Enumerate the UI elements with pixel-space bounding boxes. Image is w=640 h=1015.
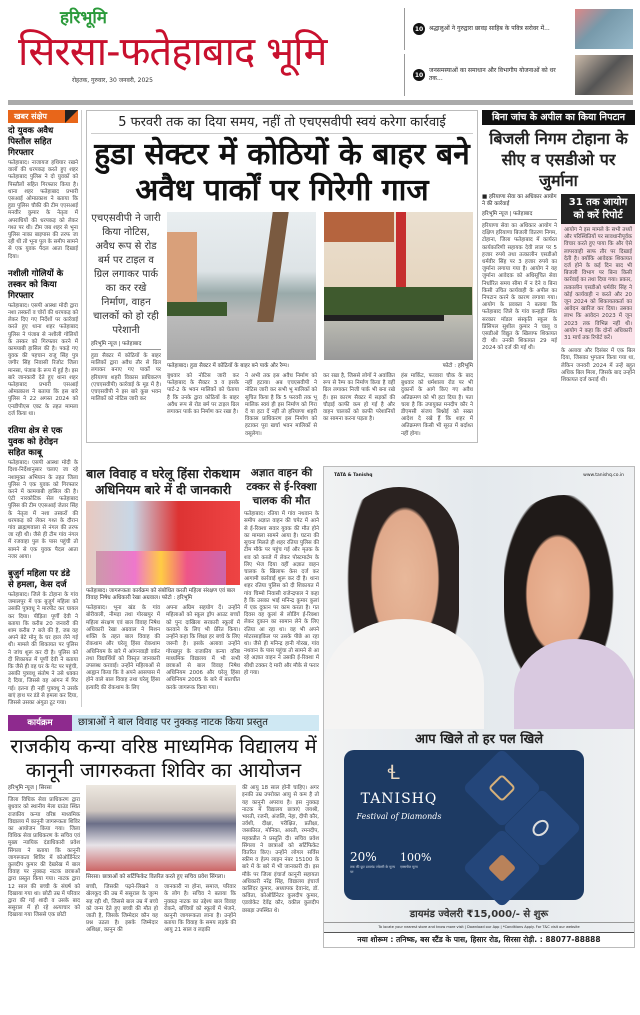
photo-credit: फोटो : हरिभूमि xyxy=(442,363,473,369)
brief-body: फतेहाबाद। नाजायज हथियार रखने वालों की धरपकड़ करते हुए शहर फतेहाबाद पुलिस ने दो युवकों को पिस्तौलों सहित गिरफ्तार किया है। थाना शहर फतेहाबाद प्रभारी एसआई ओमप्रकाश ने बताया कि हुडा पुलिस चौकी की टीम एएसआई मनवीर कुमार के नेतृत्व में अपराधियों की धरपकड़ को लेकर गश्त पर थी। टीम जब शहर से भूना पुलिस नाका बाइपास की तरफ जा रही थी तो भूना पुल के समीप सामने से एक युवक पैदल आता दिखाई दिया। xyxy=(8,160,78,260)
right-side-column xyxy=(561,194,635,384)
school-left-column xyxy=(8,785,80,934)
ad-festival: Festival of Diamonds xyxy=(356,812,442,822)
page-number-badge: 10 xyxy=(413,23,425,35)
lead-photo-street xyxy=(167,212,316,360)
accident-headline: अज्ञात वाहन की टक्कर से ई-रिक्शा चालक की मौत xyxy=(246,467,317,508)
teaser-thumbnail xyxy=(575,55,633,95)
school-body-column: बच्ची, जिसकी पढ़ने-लिखने व खेलकूद की उम्र में ससुराल के जुल्म सह रही थी, जिससे बाल उम्र में बच्चे को जन्म देते हुए बच्ची की मौत हो जाती है, जिसके जिम्मेदार कौन यह प्रश्न उठता है। इसके जिम्मेदार अशिक्षा, कानून की xyxy=(86,884,158,934)
tanishq-logo-icon: Ɬ xyxy=(387,760,401,785)
program-band xyxy=(8,715,319,731)
child-marriage-body-columns xyxy=(86,605,240,691)
school-byline: हरिभूमि न्यूज | सिरसा xyxy=(8,785,80,794)
sidebar-box-title: 31 तक आयोग को करें रिपोर्ट xyxy=(561,194,635,224)
ad-card-area xyxy=(324,750,634,902)
ad-address: नया शोरूम : तनिष्क, बस स्टैंड के पास, हिसार रोड, सिरसा रोड़ी. : 88077-88888 xyxy=(324,932,634,947)
sidebar-box-body: आयोग ने इस मामले के सभी तथ्यों और परिस्थितियों पर सावधानीपूर्वक विचार करते हुए पाया कि और ऐसे लापरवाही साफ तौर पर दिखाई देती है। क्योंकि आवेदक शिकायत दर्ज होने के कई दिन बाद भी बिजली विभाग पर बिना किसी कार्रवाई का तथा दिया गया। प्रकार, तत्कालीन एसडीओ धर्मवीर सिंह ने कोई कार्यवाही न करते और 20 जून 2024 को शिकायतकर्ता का आवेदन खारिज कर दिया। उसका लाभ कि आवेदन 2023 में जून 2023 तक विभिन्न नहीं थी। आयोग ने कहा कि दोनों अधिकारी 31 मार्च तक रिपोर्ट करें। xyxy=(564,227,632,342)
right-bullet: ■ हरियाणा सेवा का अधिकार आयोग ने की कार्रवाई xyxy=(482,194,557,207)
masthead-rule xyxy=(8,100,633,105)
brief-body: फतेहाबाद। एसपी आस्था मोदी के दिशा-निर्देशानुसार चलाए जा रहे नशामुक्त अभियान के तहत जिला पुलिस ने एक युवक को गिरफ्तार करने में कामयाबी हासिल की है। एंटी नारकोटिक सेल फतेहाबाद पुलिस की टीम एएसआई जेतार सिंह के नेतृत्व में नशा तस्करों की धरपकड़ को लेकर गश्त के दौरान गांव ब्राह्मणवाला से नंगल की तरफ जा रही थी। जैसे ही टीम गांव नंगल में रजवाहा पुल के पास पहुंची तो सामने से एक युवक पैदल आता नजर आया। xyxy=(8,460,78,560)
lead-body-columns xyxy=(167,373,473,438)
lead-headline: हुडा सेक्टर में कोठियों के बाहर बने अवैध पार्कों पर गिरेगी गाज xyxy=(94,137,470,208)
lead-kicker: 5 फरवरी तक का दिया समय, नहीं तो एचएसवीपी स्वयं करेगा कार्रवाई xyxy=(91,114,473,134)
school-photo xyxy=(86,785,236,871)
ad-offer-exchange: 100% xyxy=(400,851,432,865)
lead-caption-row xyxy=(167,363,473,370)
teaser-item[interactable] xyxy=(404,54,633,96)
right-body: हरियाणा सेवा का अधिकार आयोग ने दक्षिण हरियाणा बिजली वितरण निगम, टोहाना, जिला फतेहाबाद में कार्यरत कार्यकारिणी सहायक देवी लाल पर 5 हजार रुपये तथा तत्कालीन एसडीओ धर्मवीर सिंह पर 3 हजार रुपये का जुर्माना लगाया गया है। आयोग ने यह जुर्माना आवेदक को अधिसूचित सेवा निर्धारित समय सीमा में न देने व बिना किसी उचित कार्यवाही के अपील का निपटान करने के कारण लगाया गया। आयोग के प्रवक्ता ने बताया कि फतेहाबाद जिले के गांव कन्हड़ी स्थित सरकार मॉडल संस्कृति स्कूल के प्रिंसिपल सुशील कुमार ने चालू व एसडीओ विद्युत के खिलाफ शिकायत दी थी। उनकी शिकायत 29 मई 2024 को दर्ज की गई थी। xyxy=(482,223,557,352)
child-marriage-body-column: फतेहाबाद। भूना खंड के गांव बोरीवाली, नीमड़ा तथा गोरखपुर में महिला संरक्षण एवं बाल विवाह निषेध अधिकारी रेखा अग्रवाल ने मिशन शक्ति के तहत बाल विवाह की रोकथाम और घरेलू हिंसा रोकथाम अधिनियम के बारे में आंगनवाड़ी वर्कर तथा विद्यार्थियों को विस्तृत जानकारी उपलब्ध करवाई। उन्होंने महिलाओं से आह्वान किया कि वे अपने आसपास में होने वाले बाल विवाह तथा घरेलू हिंसा इत्यादि की रोकथाम के लिए xyxy=(86,605,160,691)
briefs-label: खबर संक्षेप xyxy=(8,110,78,123)
photo-credit: फोटो : हरिभूमि xyxy=(161,595,193,602)
brief-title: दो युवक अवैध पिस्तौल सहित गिरफ्तार xyxy=(8,126,54,158)
ad-fine-print: To locate your nearest store and know more visit | Download our App | *Conditions Apply. For T&C visit our website xyxy=(324,922,634,932)
masthead-title-block xyxy=(8,8,404,96)
school-body-column: की आयु 18 साल होनी चाहिए। अगर इनकी उम्र उपरोक्त आयु से कम है तो यह कानूनी अपराध है। इस नुक्कड़ नाटक में विद्यालय छात्राएं जयश्री, भारती, रजनी, अंजलि, नेहा, दीपी कौर, उर्वशी, दीक्षा, परीक्षित, प्रतीक्षा, जसकीरत, मोनिका, आरती, रमनदीप, महकप्रीत ने प्रस्तुति दी। सचिव प्रवेश सिंगला ने छात्राओं को सर्टिफिकेट वितरित किए। उन्होंने लोगल सर्विस स्कीम व हेल्प लाइन नंबर 15100 के बारे में के बारे में भी जानकारी दी। इस मौके पर जिला इंचार्ज कानूनी सहायता अधिकारी नरेंद्र सिंह, विद्यालय इंचार्ज कालिंदर कुमार, अध्यापक देवानंद, डॉ. कविता, कोऑर्डिनेटर कुलदीप कुमार, एडवोकेट देवेंद्र कौर, वकील कुलदीप छाबड़ा उपस्थित थे। xyxy=(242,785,319,914)
sidebar-box xyxy=(561,194,635,345)
ad-top-left: TATA & Tanishq xyxy=(334,473,373,479)
brief-title: नशीली गोलियों के तस्कर को किया गिरफ्तार xyxy=(8,268,64,301)
ad-offer-discount-block xyxy=(350,850,396,874)
right-story xyxy=(482,110,635,384)
briefs-column xyxy=(8,110,82,707)
accident-story xyxy=(244,466,319,677)
program-label: कार्यक्रम xyxy=(8,715,72,731)
ad-offer-exchange-block xyxy=(400,850,446,870)
brief-title: बुजुर्ग महिला पर डंडे से हमला, केस दर्ज xyxy=(8,568,70,590)
dateline: रोहतक, गुरुवार, 30 जनवरी, 2025 xyxy=(72,77,153,84)
lead-pull-quote: एचएसवीपी ने जारी किया नोटिस, अवैध रूप से रोड बर्म पर टाइल व ग्रिल लगाकर पार्क का कर रखे निर्माण, वाहन चालकों को हो रही परेशानी xyxy=(91,213,161,336)
teaser-item[interactable] xyxy=(404,8,633,50)
page-number-badge: 10 xyxy=(413,69,425,81)
child-marriage-story xyxy=(86,466,240,691)
school-columns xyxy=(8,785,319,934)
tanishq-advertisement[interactable] xyxy=(323,466,635,948)
right-kicker: बिना जांच के अपील का किया निपटान xyxy=(482,110,635,125)
right-body-tail: के अलावा और दिसंबर में एक बिल दिया, जिसका भुगतान किया गया था, लेकिन जनवरी 2024 में उन्हें बहुत अधिक बिल मिला, जिसके बाद उन्होंने शिकायत दर्ज कराई थी। xyxy=(561,348,635,384)
ad-models xyxy=(324,479,634,729)
child-marriage-body-column: अपना अग्रिम सहयोग दें। उन्होंने महिलाओं को स्कूल ड्रॉप आउट बच्चों को पुनः दाखिला सरकारी स्कूलों में करवाने के लिए भी प्रेरित किया। उन्होंने कहा कि शिक्षा हर बच्चे के लिए जरूरी है। इसके अलावा उन्होंने गोरखपुर के राजकीय कन्या वरिष्ठ माध्यमिक विद्यालय में भी सभी छात्राओं से बाल विवाह निषेध अधिनियम 2006 और घरेलू हिंसा अधिनियम 2005 के बारे में बातचीत करके जागरूक किया गया। xyxy=(166,605,240,691)
lead-right-column xyxy=(167,212,473,438)
child-marriage-caption xyxy=(86,588,240,602)
program-subhead: छात्राओं ने बाल विवाह पर नुक्कड़ नाटक किया प्रस्तुत xyxy=(78,717,268,729)
lead-story-box xyxy=(86,110,478,443)
lead-body-column: बुधवार को नोटिस जारी कर फतेहाबाद के सैक्टर 3 व इसके पार्ट-2 के भवन मालिकों को चेताया है कि उनके द्वारा कोठियों के बाहर अवैध रूप से रोड बर्म पर टाइल ग्रिल लगाकर पार्क का निर्माण कर रखा है। xyxy=(167,373,239,416)
right-headline: बिजली निगम टोहाना के सीए व एसडीओ पर जुर्माना xyxy=(489,129,628,190)
lead-body-column: कर रखा है, जिससे लोगों ने अवांछित रूप से रैम्प का निर्माण किया है वहीं ग्रिल लगाकर निजी पार्क भी बना रखे हैं। इस कारण सैक्टर में सड़कों की चौड़ाई काफी कम हो गई है और वाहन चालकों को काफी परेशानियों का सामना करना पड़ता है। xyxy=(323,373,395,423)
school-body-column: जिला विधिक सेवा प्राधिकरण द्वारा बुधवार को स्थानीय मेला ग्राउंड स्थित राजकीय कन्या वरिष्ठ माध्यमिक विद्यालय में कानूनी जागरूकता शिविर का आयोजन किया गया। जिला विधिक सेवा प्राधिकरण के सचिव एवं मुख्य न्यायिक दंडाधिकारी प्रवेश सिंगला ने बताया कि कानूनी जागरूकता शिविर में कोऑर्डिनेटर कुलदीप कुमार की देखरेख में बाल विवाह पर नुक्कड़ नाटक छात्राओं द्वारा प्रस्तुत किया गया। नाटक द्वारा 12 साल की बच्ची के संघर्ष को दिखाया गया था। छोटी उम्र में परिवार द्वारा की गई शादी व उसके बाद ससुराल में हो रहे अत्याचार को दिखाया गया जिससे एक छोटी xyxy=(8,797,80,919)
school-body-columns xyxy=(86,884,236,934)
school-middle-column xyxy=(86,785,236,934)
lead-photos xyxy=(167,212,473,360)
lead-byline: हरिभूमि न्यूज | फतेहाबाद xyxy=(91,341,161,350)
page-grid xyxy=(8,110,633,949)
ad-offer-discount-text: तक की छूट डायमंड ज्वेलरी के मूल्य पर xyxy=(350,865,396,874)
bullet-text: हरियाणा सेवा का अधिकार आयोग ने की कार्रवाई xyxy=(482,194,557,207)
accident-body: फतेहाबाद। रतिया में गांव नथवान के समीप अज्ञात वाहन की चपेट में आने से ई-रिक्शा सवार युवक की मौत होने का मामला सामने आया है। घटना की सूचना मिलते ही शहर रतिया पुलिस की टीम मौके पर पहुंच गई और मृतक के शव को कब्जे में लेकर पोस्टमार्टम के लिए भेज दिया वहीं अज्ञात वाहन चालक के खिलाफ केस दर्ज कर आगामी कार्रवाई शुरू कर दी है। थाना शहर रतिया पुलिस को दी शिकायत में गांव चिम्मो निवासी राजेन्द्रपाल ने कहा है कि उसका भाई मनिन्द्र कुमार कुलां में एक दुकान पर काम करता है। गत दिवस वह कुलां से लोडिंग ई-रिक्शा लेकर दुकान का सामान लेने के लिए रतिया आ रहा था। वह भी अपने मोटरसाइकिल पर उसके पीछे आ रहा था। जैसे ही मनिन्द्र हानी गोरख, गांव नथवान के पास पहुंचा तो सामने से आ रहे अज्ञात वाहन ने उसकी ई-रिक्शा में सीधी टक्कर दे मारी और मौके से फरार हो गया। xyxy=(244,511,319,676)
ad-offer-exchange-text: एक्सचेंज मूल्य xyxy=(400,865,418,870)
masthead xyxy=(8,8,633,96)
lead-body-column: हंस मार्किट, फव्वारा चौक के बाद बुधवार को धर्मशाला रोड पर भी दुकानों के आगे किए गए अवैध अतिक्रमण को भी हटा दिया है। पता चला है कि उपायुक्त मनदीप कौर ने डीएमसी संजय बिश्नोई को सख्त आदेश दे रखे हैं कि शहर में अतिक्रमण किसी भी सूरत में बर्दाश्त नहीं होगा। xyxy=(401,373,473,437)
ad-tagline: आप खिले तो हर पल खिले xyxy=(414,732,544,748)
lead-content xyxy=(91,212,473,438)
brief-body: फतेहाबाद। जिले के टोहाना के गांव जमालपुर में एक बुजुर्ग महिला को उसकी पुत्रवधू ने मारपीट कर घायल कर दिया। पीड़िता पूर्णी देवी ने बताया कि करीब 20 जनवरी की शाम करीब 7 बजे की है, जब वह अपने बेटे मोनू के घर हाल लेने गई थी। मामले की शिकायत पर पुलिस ने जांच शुरू कर दी है। पुलिस को दी शिकायत में पूर्णी देवी ने बताया कि जैसे ही वह घर के गेट पर पहुंची, उसकी पुत्रवधू संतोष ने उसे धक्का दे दिया, जिससे वह आंगन में गिर गई। इतना ही नहीं पुत्रवधू ने उसके बाएं हाथ पर डंडे से हमला कर दिया, जिससे उसका अंगूठा टूट गया। xyxy=(8,591,79,706)
ad-website: www.tanishq.co.in xyxy=(583,473,624,479)
caption-text: फतेहाबाद। जागरूकता कार्यक्रम को संबोधित करती महिला संरक्षण एवं बाल विवाह निषेध अधिकारी रेखा अग्रवाल। xyxy=(86,588,236,602)
brand-logo: हरिभूमि xyxy=(60,8,107,28)
lead-photo-house xyxy=(324,212,473,360)
lead-photo-caption: फतेहाबाद। हुडा सैक्टर में कोठियों के बाहर बने पार्क और रैम्प। xyxy=(167,363,289,369)
right-byline: हरिभूमि न्यूज | फतेहाबाद xyxy=(482,211,557,220)
teaser-text: जनसमस्याओं का समाधान और विभागीय योजनाओं को धर तक... xyxy=(429,67,556,82)
teaser-text: श्रद्धालुओं ने गुरुद्वारा छावड़ साहिब के पवित्र सरोवर में... xyxy=(429,25,550,32)
teaser-thumbnail xyxy=(575,9,633,49)
child-marriage-headline: बाल विवाह व घरेलू हिंसा रोकथाम अधिनियम बारे में दी जानकारी xyxy=(86,466,240,498)
teasers xyxy=(404,8,633,96)
brief-title: रतिया क्षेत्र से एक युवक को हेरोइन सहित काबू xyxy=(8,426,63,459)
right-left-column xyxy=(482,194,557,353)
ad-offer-discount: 20% xyxy=(350,850,377,865)
lead-body-intro: हुडा सैक्टर में कोठियों के बाहर मालिकों द्वारा अवैध तौर से ग्रिल लगाकर बनाए गए पार्कों पर हरियाणा शहरी विकास प्राधिकरण (एचएसवीपी) कार्रवाई के मूड में है। एचएसवीपी ने इस बारे कुछ भवन मालिकों को नोटिस जारी कर xyxy=(91,353,161,403)
ad-brand: TANISHQ xyxy=(360,791,438,808)
brief-body: फतेहाबाद। एसपी आस्था मोदी द्वारा नशा तस्करों व चोरों की धरपकड़ को लेकर दिए गए निर्देशों पर कार्रवाई करते हुए थाना शहर फतेहाबाद पुलिस ने पंजाब से नशीली गोलियों के तस्कर को गिरफ्तार करने में कामयाबी हासिल की है। पकड़े गए युवक की पहचान राजू सिंह पुत्र जगीर सिंह निवासी रिजोट जिला मानसा, पंजाब के रूप में हुई है। इस बारे जानकारी देते हुए थाना शहर फतेहाबाद प्रभारी एसआई ओमप्रकाश ने बताया कि इस बारे पुलिस ने 22 अगस्त 2024 को एनडीपीएस एक्ट के तहत मामला दर्ज किया था। xyxy=(8,302,78,417)
ad-top-row xyxy=(324,467,634,479)
ad-price-line: डायमंड ज्वेलरी ₹15,000/- से शुरू xyxy=(409,909,549,921)
school-photo-caption: सिरसा। छात्राओं को सर्टिफिकेट वितरित करते हुए सचिव प्रवेश सिंगला। xyxy=(86,874,226,881)
lead-body-column: ने अभी तक इस अवैध निर्माण को नहीं हटाया। अब एचएसवीपी ने नोटिस जारी कर सभी भू मालिकों को सूचित किया है कि 5 फरवरी तक भू मालिक स्वयं ही इस निर्माण को गिरा दें या हटा दें नहीं तो हरियाणा शहरी विकास प्राधिकरण इस निर्माण को हटाकर पूरा खर्चा भवन मालिकों से वसूलेगा। xyxy=(245,373,317,437)
school-story xyxy=(8,715,319,934)
child-marriage-photo xyxy=(86,501,240,585)
masthead-title: सिरसा-फतेहाबाद भूमि xyxy=(18,29,327,75)
right-story-columns xyxy=(482,194,635,384)
school-body-column: जानकारी ना होना, समाज, परिवार के लोग है। सचिव ने बताया कि नुक्कड़ नाटक का उद्देश्य बाल विवाह रोकने, बच्चियों को स्कूलों में भेजने, कानूनी जागरूकता लाना है। उन्होंने बताया कि विवाह के समय लड़के की आयु 21 साल व लड़की xyxy=(164,884,236,934)
school-headline: राजकीय कन्या वरिष्ठ माध्यमिक विद्यालय में कानूनी जागरुकता शिविर का आयोजन xyxy=(10,734,317,783)
lead-left-column xyxy=(91,212,161,438)
